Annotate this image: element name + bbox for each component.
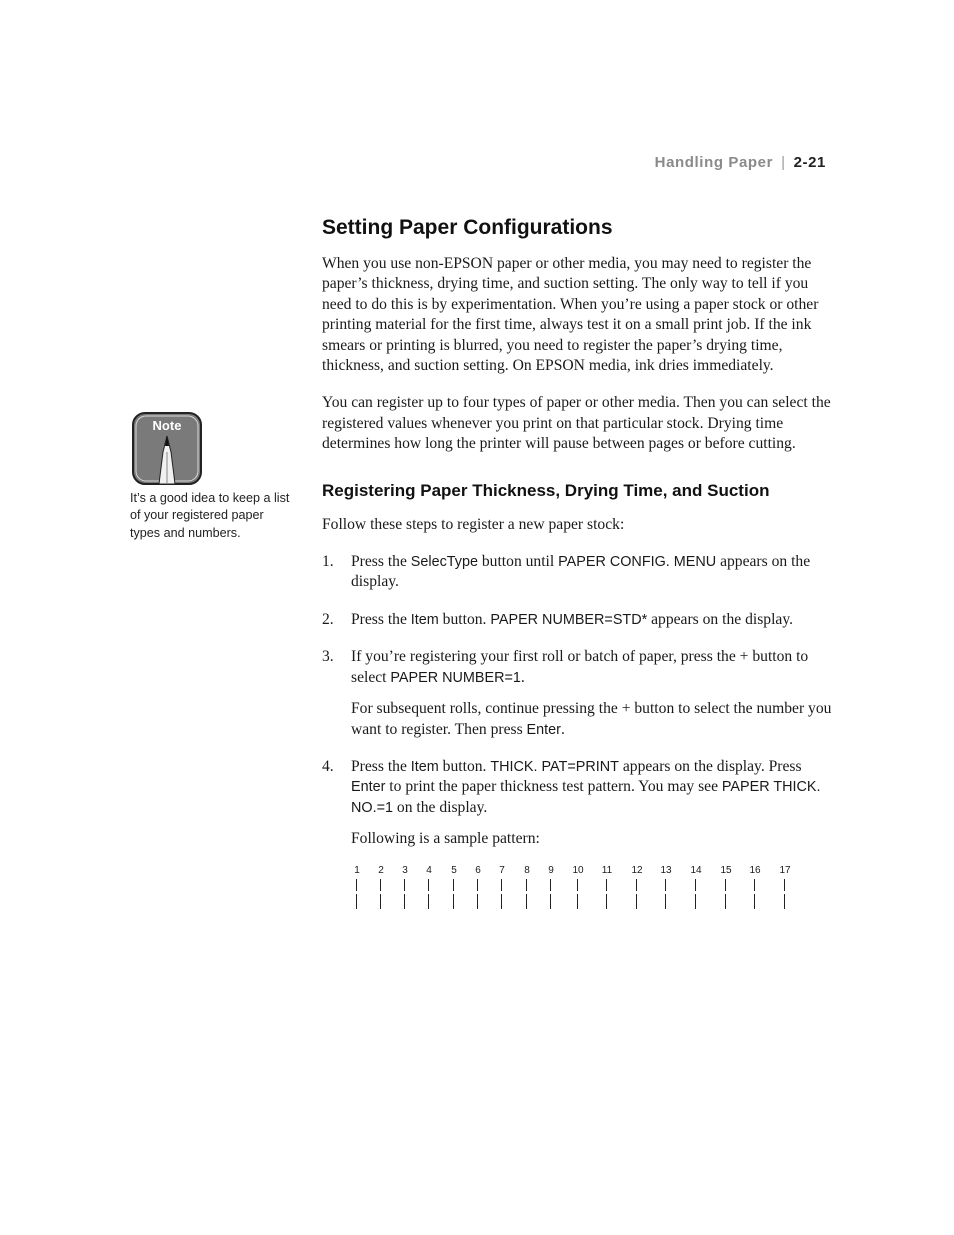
pattern-line-lower <box>404 894 405 909</box>
steps-list <box>322 552 832 849</box>
pattern-line-lower <box>784 894 785 909</box>
text-run: Press the <box>351 553 411 571</box>
pattern-line-lower <box>501 894 502 909</box>
display-message: PAPER NUMBER=STD* <box>490 611 648 628</box>
text-run: Press the <box>351 610 411 628</box>
step-text <box>351 610 832 630</box>
pattern-tick-label: 8 <box>524 864 530 876</box>
pattern-tick <box>776 865 794 877</box>
page-number: 2-21 <box>793 154 826 171</box>
step-1 <box>322 552 832 593</box>
display-message: THICK. PAT=PRINT <box>490 758 619 775</box>
text-run: For subsequent rolls, continue pressing the + button to select the number you want to register. Then press <box>351 700 832 738</box>
pattern-tick-label: 5 <box>451 864 457 876</box>
pattern-line-lower <box>526 894 527 909</box>
text-run: on the display. <box>393 798 488 816</box>
text-run: button. <box>438 757 491 775</box>
pattern-line-upper <box>577 879 578 891</box>
pattern-tick <box>717 865 735 877</box>
note-icon <box>132 412 202 485</box>
text-run: Press the <box>351 757 411 775</box>
pattern-line-upper <box>453 879 454 891</box>
text-run: to print the paper thickness test pattern. You may see <box>385 778 722 796</box>
pattern-line-lower <box>577 894 578 909</box>
step-number: 3. <box>322 648 334 666</box>
pattern-tick <box>569 865 587 877</box>
pattern-line-lower <box>380 894 381 909</box>
pattern-tick <box>542 865 560 877</box>
pattern-tick-label: 15 <box>720 864 732 876</box>
step-number: 1. <box>322 553 334 571</box>
pattern-line-lower <box>428 894 429 909</box>
text-run: appears on the display. Press <box>618 757 802 775</box>
note-text: It’s a good idea to keep a list of your registered paper types and numbers. <box>130 491 290 540</box>
pattern-tick-label: 4 <box>426 864 432 876</box>
pattern-tick-label: 16 <box>749 864 761 876</box>
step-text <box>351 647 832 688</box>
steps-intro: Follow these steps to register a new paper stock: <box>322 515 625 533</box>
display-message: PAPER THICK. NO.=1 <box>351 779 821 816</box>
pattern-tick-label: 6 <box>475 864 481 876</box>
pattern-tick-label: 13 <box>660 864 672 876</box>
pattern-line-lower <box>606 894 607 909</box>
pattern-line-upper <box>526 879 527 891</box>
pattern-line-upper <box>606 879 607 891</box>
pattern-line-upper <box>477 879 478 891</box>
text-run: . <box>520 668 525 686</box>
pencil-icon <box>132 412 202 485</box>
selecttype-key: SelecType <box>410 554 478 571</box>
pattern-tick-label: 10 <box>572 864 584 876</box>
display-message: PAPER CONFIG. MENU <box>558 554 717 571</box>
pattern-line-lower <box>665 894 666 909</box>
pattern-line-lower <box>453 894 454 909</box>
sample-pattern <box>351 865 811 911</box>
text-run: button. <box>438 610 491 628</box>
pattern-line-upper <box>636 879 637 891</box>
pattern-tick <box>518 865 536 877</box>
intro-paragraph-2: You can register up to four types of paper or other media. Then you can select the registered values whenever you print on that particular stock. Drying time determines how long the printer will pause between pages or before cutting. <box>322 394 831 453</box>
pattern-line-upper <box>501 879 502 891</box>
step-subtext: Following is a sample pattern: <box>351 830 540 848</box>
pattern-tick <box>493 865 511 877</box>
pattern-tick-label: 7 <box>499 864 505 876</box>
pattern-tick <box>687 865 705 877</box>
pattern-tick-label: 1 <box>354 864 360 876</box>
step-2 <box>322 610 832 630</box>
pattern-tick-label: 11 <box>601 864 613 876</box>
pattern-line-upper <box>725 879 726 891</box>
pattern-tick <box>628 865 646 877</box>
pattern-tick-label: 9 <box>548 864 554 876</box>
step-text <box>351 757 832 818</box>
intro-paragraph-1: When you use non-EPSON paper or other media, you may need to register the paper’s thickness, drying time, and suction setting. The only way to tell if you need to do this is by experimentation. When you’re using a paper stock or other printing material for the first time, always test it on a small print job. If the ink smears or printing is blurred, you need to register the paper’s drying time, thickness, and suction setting. On EPSON media, ink dries immediately. <box>322 255 819 375</box>
pattern-line-upper <box>695 879 696 891</box>
pattern-line-upper <box>404 879 405 891</box>
pattern-line-lower <box>550 894 551 909</box>
pattern-tick-label: 2 <box>378 864 384 876</box>
pattern-line-upper <box>754 879 755 891</box>
pattern-line-upper <box>550 879 551 891</box>
running-header <box>655 154 826 171</box>
pattern-tick-label: 14 <box>690 864 702 876</box>
pattern-tick-label: 12 <box>631 864 643 876</box>
subheading: Registering Paper Thickness, Drying Time, and Suction <box>322 480 770 500</box>
pattern-tick-label: 17 <box>779 864 791 876</box>
pattern-line-lower <box>754 894 755 909</box>
main-content <box>322 216 832 911</box>
pattern-tick <box>372 865 390 877</box>
pattern-line-lower <box>636 894 637 909</box>
pattern-line-lower <box>725 894 726 909</box>
display-message: PAPER NUMBER=1 <box>390 669 521 686</box>
text-run: . <box>560 720 565 738</box>
step-4 <box>322 757 832 850</box>
text-run: appears on the display. <box>351 553 811 591</box>
pattern-tick <box>445 865 463 877</box>
text-run: button until <box>477 553 559 571</box>
pattern-line-lower <box>356 894 357 909</box>
pattern-tick <box>746 865 764 877</box>
pattern-tick <box>469 865 487 877</box>
step-subtext <box>351 699 832 740</box>
pattern-tick <box>348 865 366 877</box>
pattern-line-upper <box>784 879 785 891</box>
enter-key: Enter <box>351 779 386 796</box>
pattern-tick <box>598 865 616 877</box>
pattern-line-lower <box>477 894 478 909</box>
section-title: Handling Paper <box>654 154 774 171</box>
text-run: If you’re registering your first roll or batch of paper, press the + button to select <box>351 648 809 686</box>
pattern-line-lower <box>695 894 696 909</box>
step-number: 4. <box>322 757 334 775</box>
pattern-tick <box>420 865 438 877</box>
pattern-line-upper <box>428 879 429 891</box>
pattern-tick-label: 3 <box>402 864 408 876</box>
note-label: Note <box>152 418 182 433</box>
step-number: 2. <box>322 610 334 628</box>
page-title: Setting Paper Configurations <box>322 216 613 239</box>
step-text <box>351 552 832 593</box>
pattern-line-upper <box>380 879 381 891</box>
pattern-line-upper <box>356 879 357 891</box>
pattern-tick <box>657 865 675 877</box>
pattern-tick <box>396 865 414 877</box>
item-key: Item <box>410 611 439 628</box>
header-separator: | <box>781 154 786 171</box>
step-3 <box>322 647 832 740</box>
item-key: Item <box>410 758 439 775</box>
pattern-line-upper <box>665 879 666 891</box>
enter-key: Enter <box>526 721 561 738</box>
text-run: appears on the display. <box>647 610 794 628</box>
